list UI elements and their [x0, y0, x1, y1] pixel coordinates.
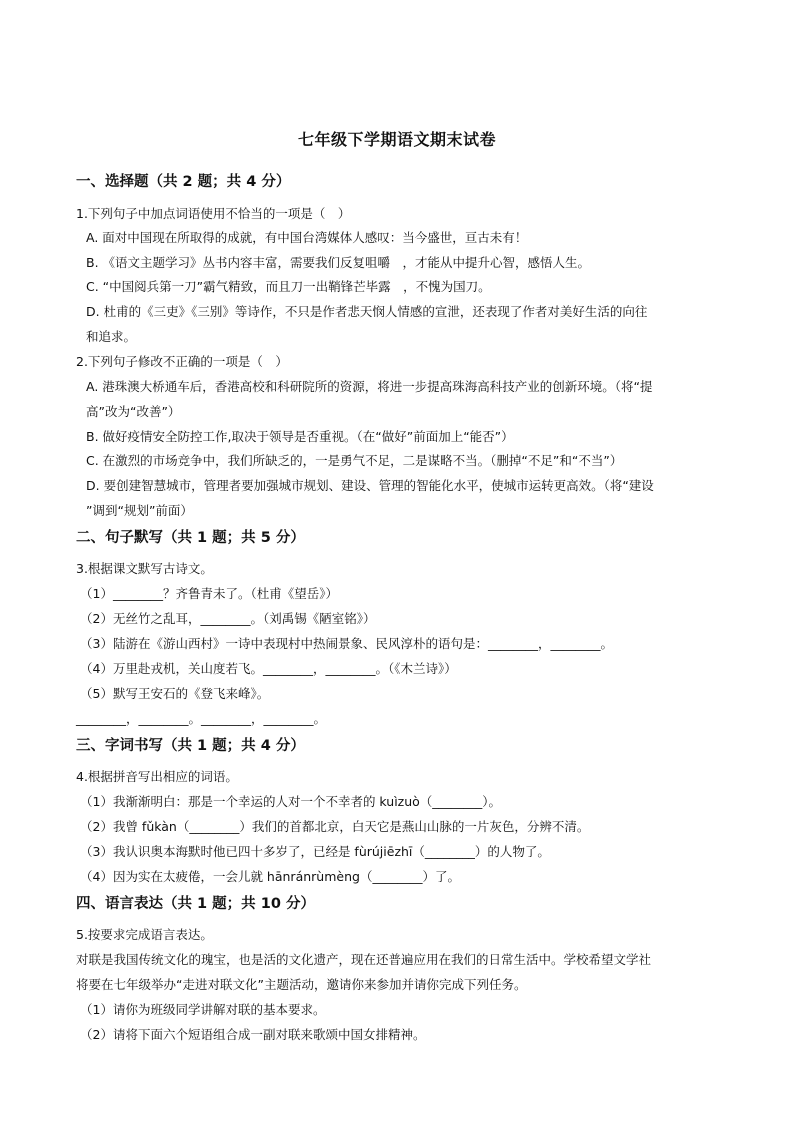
question-2-option-a: A. 港珠澳大桥通车后，香港高校和科研院所的资源，将进一步提高珠海高科技产业的创新环境。（将“提 — [86, 379, 653, 394]
question-2-option-d-continued: ”调到“规划”前面） — [86, 503, 193, 518]
question-4-item-3: （3）我认识奥本海默时他已四十多岁了，已经是 fùrújiēzhī（________）的人物了。 — [80, 844, 550, 859]
question-3-item-1: （1）________？齐鲁青未了。（杜甫《望岳》） — [80, 586, 338, 601]
question-3-item-2: （2）无丝竹之乱耳，________。（刘禹锡《陋室铭》） — [80, 611, 376, 626]
section-heading-word-writing: 三、字词书写（共 1 题；共 4 分） — [76, 738, 305, 754]
question-3-stem: 3.根据课文默写古诗文。 — [76, 561, 213, 576]
question-1-stem: 1.下列句子中加点词语使用不恰当的一项是（ ） — [76, 206, 351, 221]
question-4-stem: 4.根据拼音写出相应的词语。 — [76, 769, 238, 784]
section-heading-recitation: 二、句子默写（共 1 题；共 5 分） — [76, 530, 305, 546]
question-4-item-1: （1）我渐渐明白：那是一个幸运的人对一个不幸者的 kuìzuò（________）。 — [80, 794, 502, 809]
question-3-item-4: （4）万里赴戎机，关山度若飞。________，________。（《木兰诗》） — [80, 661, 457, 676]
question-1-option-b: B. 《语文主题学习》丛书内容丰富，需要我们反复咀嚼 ，才能从中提升心智，感悟人生。 — [86, 255, 591, 270]
page-title: 七年级下学期语文期末试卷 — [297, 130, 496, 149]
question-3-item-5: （5）默写王安石的《登飞来峰》。 — [80, 686, 270, 701]
question-2-option-c: C. 在激烈的市场竞争中，我们所缺乏的，一是勇气不足，二是谋略不当。（删掉“不足”和“不当”） — [86, 453, 623, 468]
question-5-paragraph-line-2: 将要在七年级举办“走进对联文化”主题活动，邀请你来参加并请你完成下列任务。 — [76, 977, 527, 992]
question-2-stem: 2.下列句子修改不正确的一项是（ ） — [76, 354, 288, 369]
question-2-option-a-continued: 高”改为“改善”） — [86, 404, 181, 419]
question-4-item-4: （4）因为实在太疲倦，一会儿就 hānránrùmèng（________）了。 — [80, 869, 460, 884]
section-heading-expression: 四、语言表达（共 1 题；共 10 分） — [76, 896, 315, 912]
question-1-option-a: A. 面对中国现在所取得的成就，有中国台湾媒体人感叹：当今盛世，亘古未有！ — [86, 230, 528, 245]
question-3-item-3: （3）陆游在《游山西村》一诗中表现村中热闹景象、民风淳朴的语句是：________，________。 — [80, 636, 613, 651]
question-3-item-5-blanks: ________，________。________，________。 — [76, 711, 327, 726]
question-5-stem: 5.按要求完成语言表达。 — [76, 927, 213, 942]
question-4-item-2: （2）我曾 fǔkàn（________）我们的首都北京，白天它是燕山山脉的一片灰色，分辨不清。 — [80, 819, 590, 834]
question-2-option-d: D. 要创建智慧城市，管理者要加强城市规划、建设、管理的智能化水平，使城市运转更高效。（将“建设 — [86, 478, 654, 493]
question-5-task-1: （1）请你为班级同学讲解对联的基本要求。 — [80, 1002, 326, 1017]
question-1-option-d-continued: 和追求。 — [86, 329, 137, 344]
question-5-paragraph-line-1: 对联是我国传统文化的瑰宝，也是活的文化遗产，现在还普遍应用在我们的日常生活中。学校希望文学社 — [76, 952, 652, 967]
section-heading-choice: 一、选择题（共 2 题；共 4 分） — [76, 174, 291, 190]
question-2-option-b: B. 做好疫情安全防控工作,取决于领导是否重视。（在“做好”前面加上“能否”） — [86, 429, 514, 444]
question-1-option-c: C. “中国阅兵第一刀”霸气精致，而且刀一出鞘锋芒毕露 ，不愧为国刀。 — [86, 279, 491, 294]
question-1-option-d: D. 杜甫的《三吏》《三别》等诗作，不只是作者悲天悯人情感的宣泄，还表现了作者对美好生活的向往 — [86, 304, 648, 319]
question-5-task-2: （2）请将下面六个短语组合成一副对联来歌颂中国女排精神。 — [80, 1027, 426, 1042]
